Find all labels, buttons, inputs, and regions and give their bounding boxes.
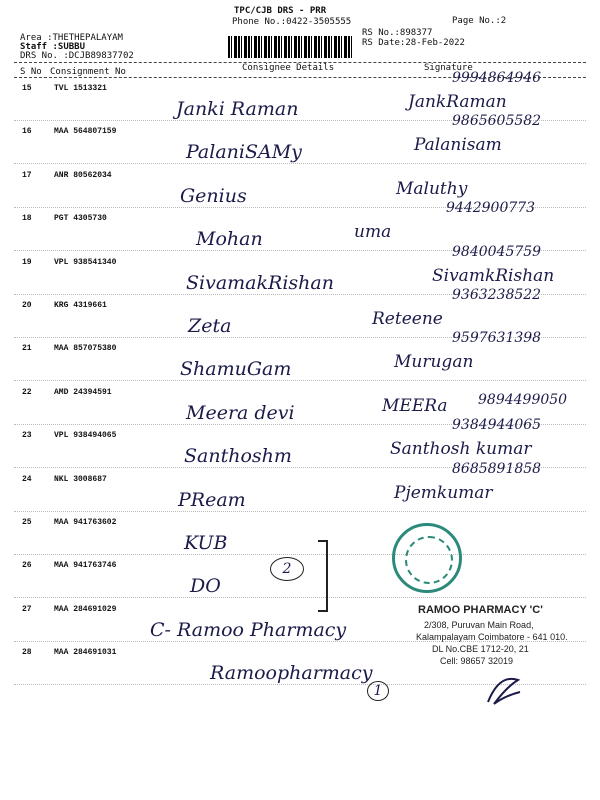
pharmacy-stamp-name: RAMOO PHARMACY 'C' — [418, 604, 543, 616]
row-consignee-name: Ramoopharmacy — [210, 662, 373, 685]
row-divider — [14, 554, 586, 555]
circled-count-one: 1 — [367, 681, 389, 701]
rs-number: RS No.:898377 — [362, 28, 433, 38]
pharmacy-stamp-line4: Cell: 98657 32019 — [440, 656, 514, 666]
row-consignee-name: C- Ramoo Pharmacy — [150, 618, 347, 641]
row-divider — [14, 380, 586, 381]
row-consignee-name: Mohan — [196, 228, 263, 251]
row-phone-number: 9363238522 — [452, 287, 542, 303]
row-sno: 22 — [22, 387, 32, 397]
row-consignment-number: MAA 284691031 — [54, 648, 117, 658]
pharmacy-stamp-line3: DL No.CBE 1712-20, 21 — [432, 644, 529, 654]
row-consignment-number: MAA 941763746 — [54, 561, 117, 571]
row-signature: SivamkRishan — [432, 265, 555, 286]
row-consignee-name: Janki Raman — [176, 98, 299, 120]
row-consignee-name: DO — [190, 575, 221, 598]
row-signature: Murugan — [394, 352, 474, 373]
row-consignee-name: Zeta — [188, 315, 232, 337]
row-consignment-number: VPL 938541340 — [54, 257, 117, 267]
row-phone-number: 8685891858 — [452, 460, 542, 477]
row-consignee-name: Santhoshm — [184, 445, 292, 468]
row-phone-number: 9894499050 — [478, 391, 568, 408]
page-number: Page No.:2 — [452, 16, 507, 26]
row-consignee-name: ShamuGam — [180, 358, 292, 381]
barcode — [228, 36, 352, 58]
row-consignee-name: SivamakRishan — [186, 271, 334, 294]
row-signature: MEERa — [382, 395, 448, 416]
row-sno: 26 — [22, 561, 32, 571]
row-sno: 23 — [22, 431, 32, 441]
row-consignment-number: AMD 24394591 — [54, 387, 112, 397]
row-consignee-name: PReam — [178, 488, 246, 511]
row-phone-number: 9597631398 — [452, 330, 542, 347]
staff-label: Staff :SUBBU — [20, 42, 86, 52]
row-divider — [14, 511, 586, 512]
row-consignment-number: NKL 3008687 — [54, 474, 107, 484]
col-signature: Signature — [424, 63, 473, 73]
row-sno: 21 — [22, 344, 32, 354]
row-signature: uma — [354, 222, 392, 243]
report-title: TPC/CJB DRS - PRR — [234, 6, 327, 16]
row-phone-number: 9384944065 — [452, 417, 542, 434]
row-sno: 27 — [22, 604, 32, 614]
drs-number: DRS No. :DCJB89837702 — [20, 51, 134, 61]
round-seal-stamp — [392, 523, 462, 593]
col-consignee: Consignee Details — [242, 63, 335, 73]
phone-number: Phone No.:0422-3505555 — [232, 17, 352, 27]
pharmacy-stamp-line2: Kalampalayam Coimbatore - 641 010. — [416, 632, 568, 642]
row-consignment-number: MAA 284691029 — [54, 604, 117, 614]
row-consignment-number: MAA 857075380 — [54, 344, 117, 354]
row-divider — [14, 163, 586, 164]
row-consignment-number: VPL 938494065 — [54, 431, 117, 441]
row-consignment-number: TVL 1513321 — [54, 84, 107, 93]
bracket-mark — [318, 540, 328, 612]
row-consignment-number: PGT 4305730 — [54, 214, 107, 224]
row-divider — [14, 597, 586, 598]
row-consignment-number: MAA 564807159 — [54, 127, 117, 137]
row-signature: Palanisam — [414, 135, 502, 156]
row-signature: Maluthy — [396, 178, 468, 199]
row-sno: 20 — [22, 301, 32, 310]
row-consignment-number: KRG 4319661 — [54, 301, 107, 310]
row-consignee-name: Meera devi — [186, 401, 295, 424]
row-sno: 24 — [22, 474, 32, 484]
row-consignee-name: PalaniSAMy — [186, 141, 302, 164]
row-consignment-number: ANR 80562034 — [54, 170, 112, 180]
row-consignee-name: KUB — [184, 532, 228, 554]
row-sno: 18 — [22, 214, 32, 224]
row-sno: 28 — [22, 648, 32, 658]
col-sno: S No — [20, 67, 42, 77]
row-sno: 19 — [22, 257, 32, 267]
row-consignee-name: Genius — [180, 184, 247, 207]
row-phone-number: 9840045759 — [452, 243, 542, 260]
row-consignment-number: MAA 941763602 — [54, 518, 117, 527]
signature-scribble-icon — [484, 672, 524, 708]
row-signature: JankRaman — [408, 92, 507, 112]
row-signature: Santhosh kumar — [390, 439, 532, 460]
row-sno: 25 — [22, 518, 32, 527]
row-phone-number: 9865605582 — [452, 113, 542, 130]
area-label: Area :THETHEPALAYAM — [20, 33, 123, 43]
pharmacy-stamp-line1: 2/308, Puruvan Main Road, — [424, 620, 534, 630]
row-sno: 15 — [22, 84, 32, 93]
row-phone-number: 9442900773 — [446, 200, 536, 217]
col-consignment: Consignment No — [50, 67, 126, 77]
row-sno: 16 — [22, 127, 32, 137]
row-phone-number: 9994864946 — [452, 70, 542, 86]
rs-date: RS Date:28-Feb-2022 — [362, 38, 465, 48]
circled-count-two: 2 — [270, 557, 304, 581]
row-signature: Pjemkumar — [394, 482, 493, 503]
row-signature: Reteene — [372, 309, 443, 329]
row-sno: 17 — [22, 170, 32, 180]
